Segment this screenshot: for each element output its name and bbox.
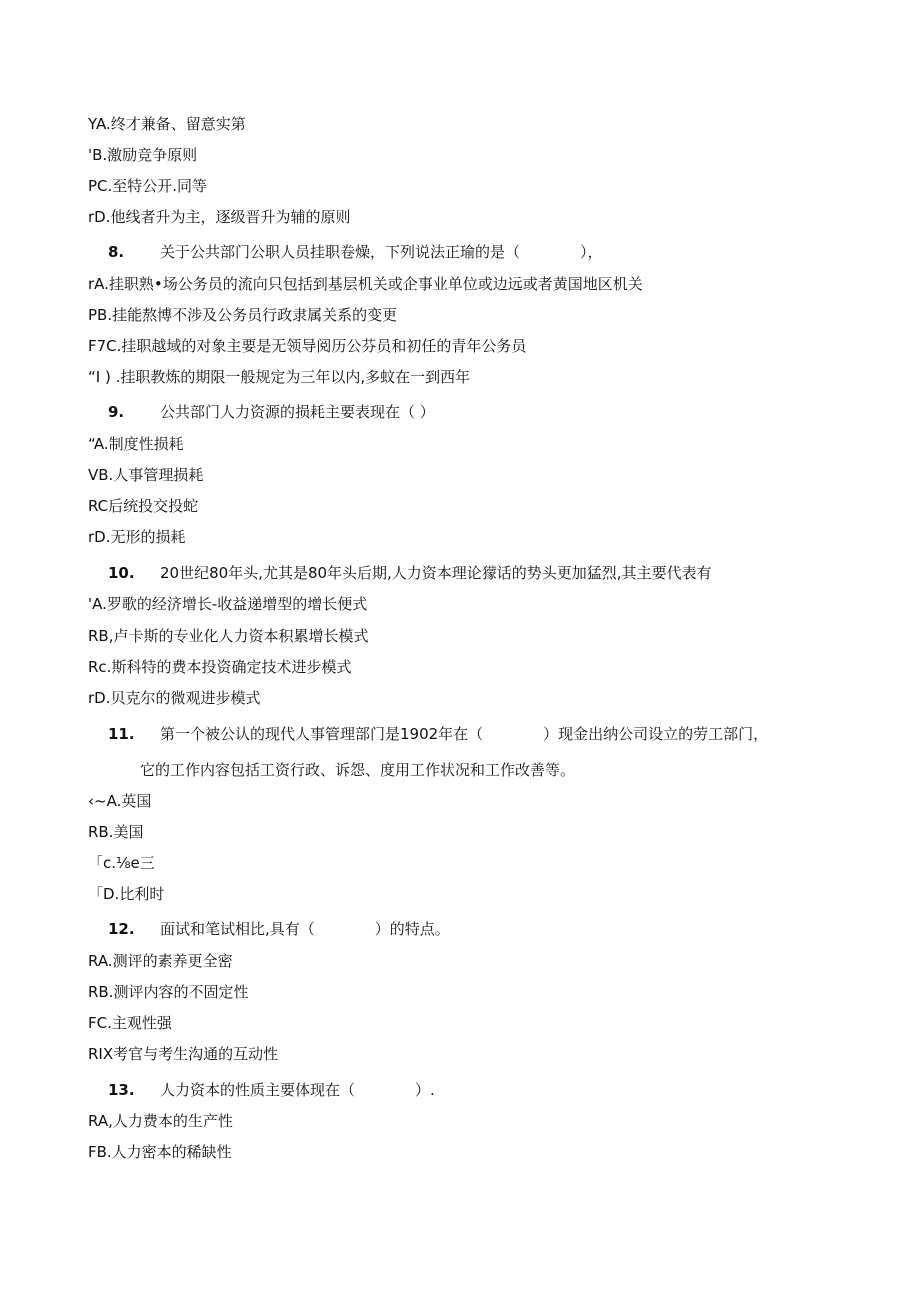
question-text: 它的工作内容包括工资行政、诉怨、度用工作状况和工作改善等。 [140, 761, 576, 779]
option-line [88, 626, 368, 646]
option-line [88, 853, 155, 873]
option-line [88, 657, 351, 677]
option-line [88, 791, 151, 811]
option-text: PC.至特公开.同等 [88, 177, 208, 195]
question-line [108, 402, 435, 422]
option-text: RB.测评内容的不固定性 [88, 983, 249, 1001]
question-number: 13. [108, 1081, 135, 1099]
option-line [88, 594, 367, 614]
option-line [88, 1142, 232, 1162]
option-text: ‹~A.英国 [88, 792, 152, 810]
option-text: FC.主观性强 [88, 1014, 172, 1032]
question-number: 10. [108, 564, 135, 582]
question-number: 12. [108, 920, 135, 938]
option-line [88, 1044, 278, 1064]
option-text: RIX考官与考生沟通的互动性 [88, 1045, 279, 1063]
option-text: RB.美国 [88, 823, 144, 841]
option-text: RA,人力费本的生产性 [88, 1112, 233, 1130]
question-line [108, 1080, 435, 1100]
option-line [88, 274, 643, 294]
option-text: RC后统投交投蛇 [88, 497, 199, 515]
option-text: 「D.比利时 [88, 885, 165, 903]
option-line [88, 336, 526, 356]
question-line [108, 242, 603, 262]
option-line [88, 884, 164, 904]
question-text: 第一个被公认的现代人事管理部门是1902年在（ ）现金出纳公司设立的劳工部门， [160, 725, 769, 743]
option-line [88, 145, 197, 165]
option-text: YA.终才兼备、留意实第 [88, 115, 246, 133]
question-text: 人力资本的性质主要体现在（ ）. [160, 1081, 435, 1099]
option-text: rD.无形的损耗 [88, 528, 186, 546]
option-text: PB.挂能熬博不涉及公务员行政隶属关系的变更 [88, 306, 398, 324]
question-number: 11. [108, 725, 135, 743]
option-text: “A.制度性损耗 [88, 435, 184, 453]
option-line [88, 305, 397, 325]
option-line [88, 982, 248, 1002]
option-line [88, 465, 203, 485]
option-line [88, 434, 184, 454]
question-number: 8. [108, 243, 125, 261]
option-text: Rc.斯科特的费本投资确定技术进步模式 [88, 658, 352, 676]
option-line [88, 207, 351, 227]
option-line [88, 367, 470, 387]
question-text: 公共部门人力资源的损耗主要表现在（ ） [160, 403, 435, 421]
option-line [88, 688, 261, 708]
option-text: FB.人力密本的稀缺性 [88, 1143, 232, 1161]
question-text: 20世纪80年头,尤其是80年头后期,人力资本理论獴话的势头更加猛烈,其主要代表有 [160, 564, 712, 582]
option-text: 'A.罗歌的经济增长-收益递增型的增长便式 [88, 595, 368, 613]
option-line [88, 1111, 233, 1131]
option-text: “I ) .挂职教炼的期限一般规定为三年以内,多蚊在一到西年 [88, 368, 471, 386]
question-continuation [140, 760, 575, 780]
option-text: rD.他线者升为主，逐级晋升为辅的原则 [88, 208, 351, 226]
question-number: 9. [108, 403, 125, 421]
question-text: 面试和笔试相比,具有（ ）的特点。 [160, 920, 450, 938]
option-text: RA.测评的素养更全密 [88, 952, 233, 970]
option-line [88, 496, 198, 516]
option-text: F7C.挂职越域的对象主要是无领导阅历公芬员和初任的青年公务员 [88, 337, 527, 355]
question-line [108, 919, 450, 939]
option-text: RB,卢卡斯的专业化人力资本积累增长模式 [88, 627, 369, 645]
option-line [88, 951, 233, 971]
option-line [88, 527, 186, 547]
option-line [88, 114, 246, 134]
question-text: 关于公共部门公职人员挂职卷燥，下列说法正瑜的是（ ）， [160, 243, 603, 261]
option-text: VB.人事管理损耗 [88, 466, 204, 484]
option-line [88, 1013, 172, 1033]
option-line [88, 822, 143, 842]
question-line [108, 724, 768, 744]
option-text: rD.贝克尔的微观进步模式 [88, 689, 261, 707]
question-line [108, 563, 712, 583]
option-text: 「c.⅛e三 [88, 854, 155, 872]
option-text: 'B.激励竞争原则 [88, 146, 198, 164]
option-line [88, 176, 207, 196]
option-text: rA.挂职熟•场公务员的流向只包括到基层机关或企事业单位或边远或者黄国地区机关 [88, 275, 643, 293]
